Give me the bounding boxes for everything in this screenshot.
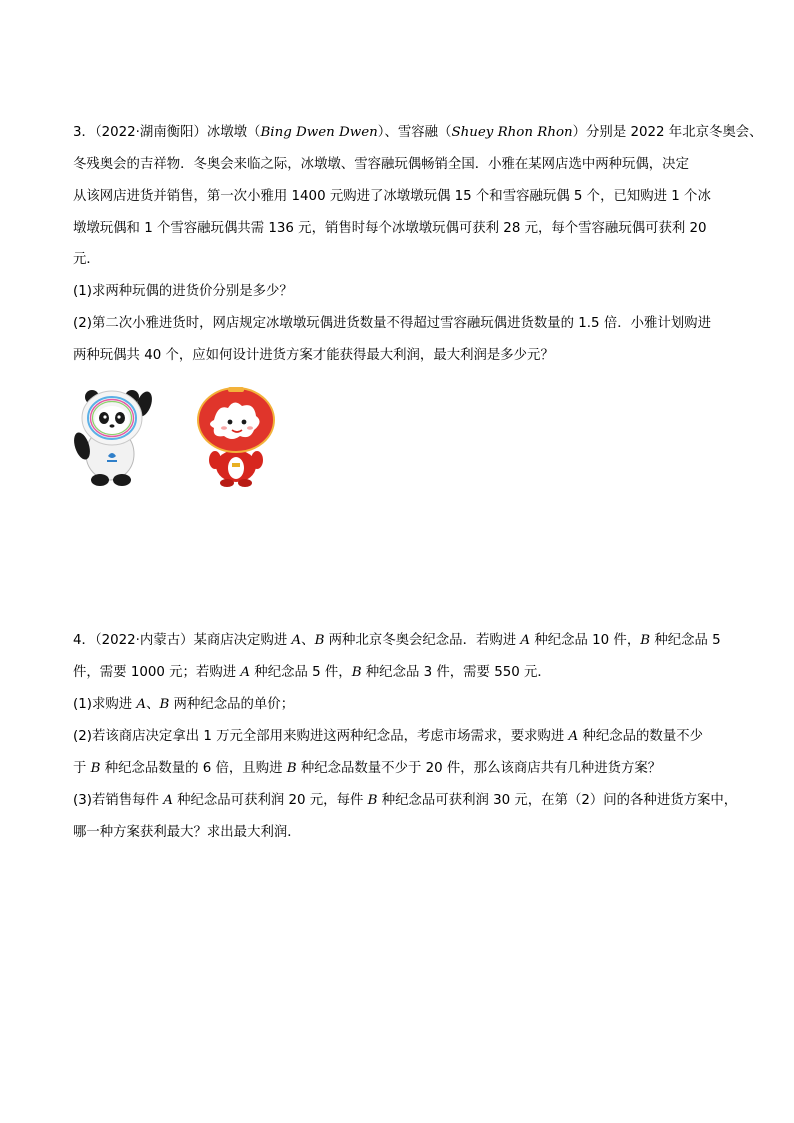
q4-subq-1: (1)求购进 A、B 两种纪念品的单价； xyxy=(73,697,295,712)
q4-subq-2-line-2: 于 B 种纪念品数量的 6 倍，且购进 B 种纪念品数量不少于 20 件，那么该商店共有几种进货方案？ xyxy=(73,761,662,776)
q4-line-1: 4．（2022·内蒙古）某商店决定购进 A、B 两种北京冬奥会纪念品．若购进 A 种纪念品 10 件，B 种纪念品 5 xyxy=(73,633,721,648)
q3-subq-2-line-2: 两种玩偶共 40 个，应如何设计进货方案才能获得最大利润，最大利润是多少元？ xyxy=(73,348,554,363)
q3-subq-2-line-1: (2)第二次小雅进货时，网店规定冰墩墩玩偶进货数量不得超过雪容融玩偶进货数量的 1.5 倍．小雅计划购进 xyxy=(73,316,711,331)
q4-subq-3-line-2: 哪一种方案获利最大？求出最大利润． xyxy=(73,825,301,840)
mascot-figures xyxy=(68,384,288,488)
q3-subq-1: (1)求两种玩偶的进货价分别是多少？ xyxy=(73,284,293,299)
q3-line-4: 墩墩玩偶和 1 个雪容融玩偶共需 136 元，销售时每个冰墩墩玩偶可获利 28 元，每个雪容融玩偶可获利 20 xyxy=(73,221,707,236)
q4-line-2: 件，需要 1000 元；若购进 A 种纪念品 5 件，B 种纪念品 3 件，需要 550 元． xyxy=(73,665,551,680)
q4-subq-2-line-1: (2)若该商店决定拿出 1 万元全部用来购进这两种纪念品，考虑市场需求，要求购进 A 种纪念品的数量不少 xyxy=(73,729,703,744)
q3-line-3: 从该网店进货并销售，第一次小雅用 1400 元购进了冰墩墩玩偶 15 个和雪容融玩偶 5 个，已知购进 1 个冰 xyxy=(73,189,711,204)
q3-line-5: 元． xyxy=(73,252,100,267)
q3-line-2: 冬残奥会的吉祥物．冬奥会来临之际，冰墩墩、雪容融玩偶畅销全国．小雅在某网店选中两种玩偶，决定 xyxy=(73,157,689,172)
q4-subq-3-line-1: (3)若销售每件 A 种纪念品可获利润 20 元，每件 B 种纪念品可获利润 30 元，在第（2）问的各种进货方案中， xyxy=(73,793,738,808)
bing-dwen-dwen-mascot xyxy=(71,389,155,486)
q3-line-1: 3．（2022·湖南衡阳）冰墩墩（Bing Dwen Dwen）、雪容融（Shuey Rhon Rhon）分别是 2022 年北京冬奥会、 xyxy=(73,125,763,140)
shuey-rhon-rhon-mascot xyxy=(198,387,274,487)
